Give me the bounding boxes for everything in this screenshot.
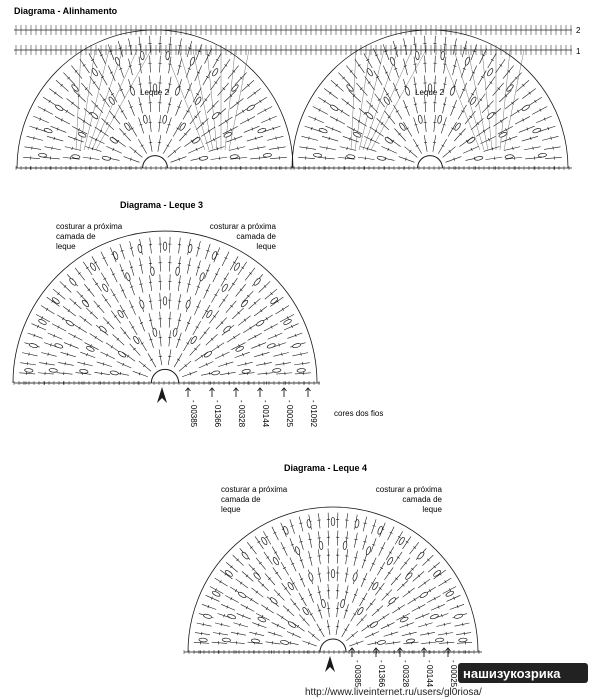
fan3-sew-note-right-line2: camada de — [236, 232, 276, 241]
row-label-2: 2 — [576, 26, 581, 35]
fan3-title: Diagrama - Leque 3 — [120, 200, 204, 210]
color-arrow-icon — [306, 388, 311, 397]
color-arrow-icon — [398, 648, 403, 657]
fan4-diagram — [184, 463, 482, 688]
color-code: - 00025 — [285, 400, 294, 428]
color-arrow-icon — [186, 388, 191, 397]
fan3-colors-label: cores dos fios — [334, 409, 384, 418]
fan3-sew-note-left-line2: camada de — [56, 232, 96, 241]
color-code: - 01366 — [213, 400, 222, 428]
fan3-diagram — [13, 200, 383, 428]
fan4-sew-note-left-line2: camada de — [221, 495, 261, 504]
color-code: - 00025 — [449, 660, 458, 688]
fan4-sew-note-right-line3: leque — [422, 505, 442, 514]
watermark-logo: нашизукозрика — [463, 666, 561, 681]
fan4-sew-note-left-line3: leque — [221, 505, 241, 514]
fan3-sew-note-right-line1: costurar a próxima — [209, 222, 276, 231]
fan4-sew-note-left — [221, 485, 288, 514]
fan4-sew-note-right-line2: camada de — [402, 495, 442, 504]
fan4-title: Diagrama - Leque 4 — [284, 463, 368, 473]
fan4-chart — [184, 507, 482, 672]
fan4-sew-note-right — [376, 485, 443, 514]
alignment-fan-right — [292, 30, 572, 170]
fan3-sew-note-left — [56, 222, 123, 251]
color-arrow-icon — [210, 388, 215, 397]
alignment-diagram — [14, 6, 581, 170]
alignment-title: Diagrama - Alinhamento — [14, 6, 118, 16]
color-code: - 00144 — [425, 660, 434, 688]
alignment-fan-left — [16, 30, 294, 170]
color-code: - 01092 — [309, 400, 318, 428]
fan3-sew-note-left-line1: costurar a próxima — [56, 222, 123, 231]
row-label-1: 1 — [576, 47, 581, 56]
color-arrow-icon — [422, 648, 427, 657]
fan3-chart — [13, 231, 320, 403]
fan3-sew-note-right — [210, 222, 277, 251]
fan4-sew-note-right-line1: costurar a próxima — [375, 485, 442, 494]
fan-label-left: Leque 2 — [140, 88, 169, 97]
fan4-sew-note-left-line1: costurar a próxima — [221, 485, 288, 494]
watermark — [305, 663, 588, 698]
fan3-sew-note-right-line3: leque — [256, 242, 276, 251]
start-arrow-icon — [325, 656, 335, 672]
color-arrow-icon — [446, 648, 451, 657]
color-code: - 00144 — [261, 400, 270, 428]
start-arrow-icon — [157, 387, 167, 403]
color-arrow-icon — [258, 388, 263, 397]
color-code: - 01366 — [377, 660, 386, 688]
fan3-sew-note-left-line3: leque — [56, 242, 76, 251]
fan-label-right: Leque 2 — [415, 88, 444, 97]
color-arrow-icon — [282, 388, 287, 397]
color-code: - 00385 — [189, 400, 198, 428]
color-code: - 00328 — [237, 400, 246, 428]
color-code: - 00385 — [353, 660, 362, 688]
watermark-url: http://www.liveinternet.ru/users/gl0riosa/ — [305, 687, 482, 698]
fan3-color-codes — [186, 388, 319, 428]
color-code: - 00328 — [401, 660, 410, 688]
color-arrow-icon — [234, 388, 239, 397]
